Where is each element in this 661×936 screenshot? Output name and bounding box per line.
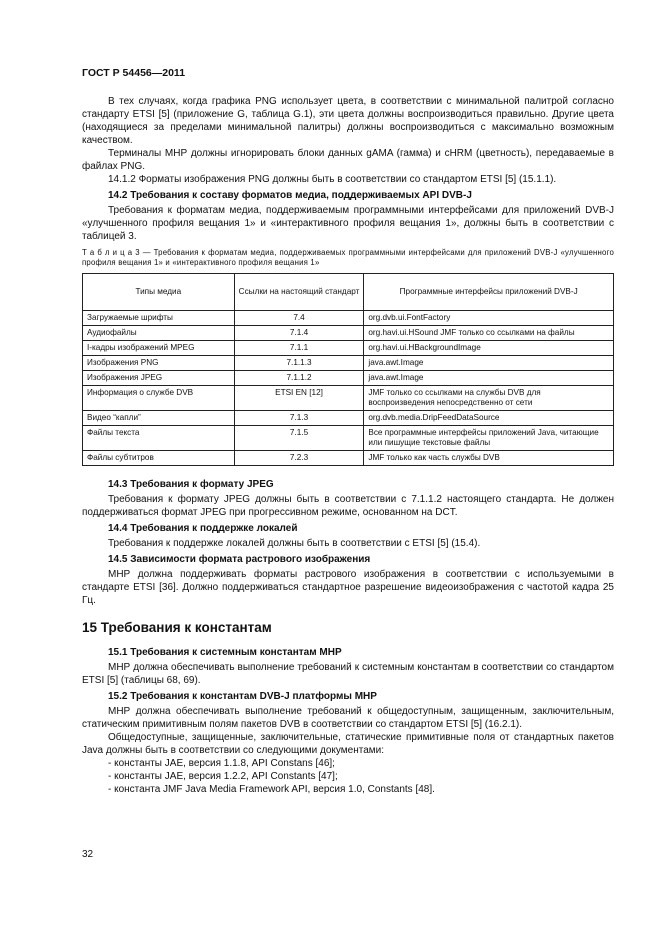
table-cell: 7.1.1.3: [234, 356, 364, 371]
table-cell: Видео “капли”: [83, 411, 235, 426]
table-row: [83, 311, 614, 326]
table-cell: Файлы субтитров: [83, 451, 235, 466]
table-header-row: [83, 274, 614, 311]
paragraph-15-1: МНР должна обеспечивать выполнение требований к системным константам в соответствии со стандартом ETSI [5] (таблицы 68, 69).: [82, 662, 614, 686]
table-cell: org.dvb.ui.FontFactory: [364, 311, 614, 326]
table-row: [83, 426, 614, 451]
heading-14-4: 14.4 Требования к поддержке локалей: [108, 523, 298, 534]
page-content: [82, 95, 614, 796]
paragraph-14-3: Требования к формату JPEG должны быть в соответствии с 7.1.1.2 настоящего стандарта. Не должен поддерживаться формат JPEG при прогрессивном режиме, основанном на DCT.: [82, 494, 614, 518]
table-row: [83, 341, 614, 356]
document-header: ГОСТ Р 54456—2011: [82, 67, 186, 79]
table-cell: JMF только как часть службы DVB: [364, 451, 614, 466]
page-number: 32: [82, 849, 94, 860]
paragraph-png-palette: В тех случаях, когда графика PNG использует цвета, в соответствии с минимальной палитрой согласно стандарту ETSI [5] (приложение G, таблица G.1), эти цвета должны воспроизводиться правильно. Другие цвета (находящиеся за пределами минимальной палитры) должны воспроизводиться с максимально возможным качеством.: [82, 96, 614, 146]
table-cell: org.dvb.media.DripFeedDataSource: [364, 411, 614, 426]
table-cell: 7.1.5: [234, 426, 364, 451]
paragraph-15-2-a: МНР должна обеспечивать выполнение требований к общедоступным, защищенным, заключительным, статическим примитивным полям пакетов DVB в соответствии со стандартом ETSI [5] (16.2.1).: [82, 706, 614, 730]
constants-list: [82, 757, 614, 796]
table-cell: org.havi.ui.HBackgroundImage: [364, 341, 614, 356]
table-cell: java.awt.Image: [364, 356, 614, 371]
table-header-api: Программные интерфейсы приложений DVB-J: [364, 274, 614, 311]
paragraph-14-5: МНР должна поддерживать форматы растрового изображения в соответствии с используемыми в стандарте ETSI [36]. Должно поддерживаться стандартное разрешение видеоизображения с частотой кадра 25 Гц.: [82, 569, 614, 606]
media-formats-table: [82, 273, 614, 466]
table-cell: JMF только со ссылками на службы DVB для воспроизведения непосредственно от сети: [364, 386, 614, 411]
table-row: [83, 386, 614, 411]
table-cell: Изображения JPEG: [83, 371, 235, 386]
heading-14-2: 14.2 Требования к составу форматов медиа, поддерживаемых API DVB-J: [108, 190, 472, 201]
table-row: [83, 356, 614, 371]
table-cell: I-кадры изображений MPEG: [83, 341, 235, 356]
table-cell: Все программные интерфейсы приложений Java, читающие или пишущие текстовые файлы: [364, 426, 614, 451]
table-row: [83, 451, 614, 466]
table-header-media-type: Типы медиа: [83, 274, 235, 311]
table-cell: org.havi.ui.HSound JMF только со ссылками на файлы: [364, 326, 614, 341]
table-row: [83, 371, 614, 386]
paragraph-14-2: Требования к форматам медиа, поддерживаемым программными интерфейсами для приложений DVB-J «улучшенного профиля вещания 1» и «интерактивного профиля вещания 1», должны быть в соответствии с таблицей 3.: [82, 205, 614, 242]
paragraph-14-1-2: 14.1.2 Форматы изображения PNG должны быть в соответствии со стандартом ETSI [5] (15.1.1).: [108, 174, 557, 185]
heading-15-2: 15.2 Требования к константам DVB-J платформы МНР: [108, 691, 377, 702]
list-item: - константы JAE, версия 1.1.8, API Constans [46];: [108, 758, 335, 769]
paragraph-png-gama: Терминалы МНР должны игнорировать блоки данных gAMA (гамма) и cHRM (цветность), передаваемые в файлах PNG.: [82, 148, 614, 172]
heading-14-3: 14.3 Требования к формату JPEG: [108, 479, 274, 490]
table-cell: Изображения PNG: [83, 356, 235, 371]
table-cell: 7.1.3: [234, 411, 364, 426]
list-item: - константа JMF Java Media Framework API, версия 1.0, Constants [48].: [108, 784, 435, 795]
table-cell: Загружаемые шрифты: [83, 311, 235, 326]
table-row: [83, 411, 614, 426]
table-row: [83, 326, 614, 341]
paragraph-14-4: Требования к поддержке локалей должны быть в соответствии с ETSI [5] (15.4).: [108, 538, 481, 549]
table-cell: Аудиофайлы: [83, 326, 235, 341]
table-caption: Т а б л и ц а 3 — Требования к форматам медиа, поддерживаемых программными интерфейсами для приложений DVB-J «улучшенного профиля вещания 1» и «интерактивного профиля вещания 1»: [82, 248, 614, 267]
table-cell: Файлы текста: [83, 426, 235, 451]
heading-14-5: 14.5 Зависимости формата растрового изображения: [108, 554, 371, 565]
table-header-reference: Ссылки на настоящий стандарт: [234, 274, 364, 311]
table-cell: Информация о службе DVB: [83, 386, 235, 411]
table-cell: ETSI EN [12]: [234, 386, 364, 411]
paragraph-15-2-b: Общедоступные, защищенные, заключительные, статические примитивные поля от стандартных пакетов Java должны быть в соответствии со следующими документами:: [82, 732, 614, 756]
heading-15: 15 Требования к константам: [82, 620, 272, 635]
list-item: - константы JAE, версия 1.2.2, API Constants [47];: [108, 771, 338, 782]
table-cell: java.awt.Image: [364, 371, 614, 386]
table-cell: 7.1.1: [234, 341, 364, 356]
heading-15-1: 15.1 Требования к системным константам МНР: [108, 647, 342, 658]
table-cell: 7.1.4: [234, 326, 364, 341]
table-cell: 7.4: [234, 311, 364, 326]
table-cell: 7.2.3: [234, 451, 364, 466]
table-cell: 7.1.1.2: [234, 371, 364, 386]
